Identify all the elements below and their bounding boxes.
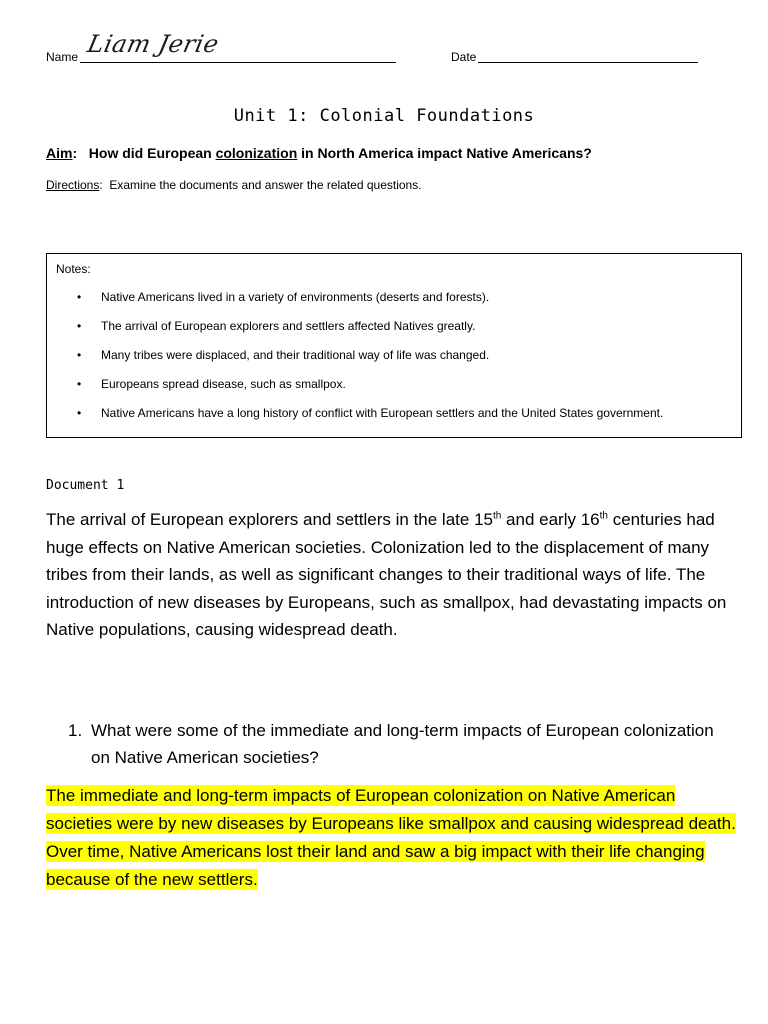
- document-heading: Document 1: [46, 478, 125, 493]
- superscript-ordinal: th: [599, 510, 608, 522]
- document-text-part: and early 16: [501, 510, 600, 529]
- aim-keyword: colonization: [215, 145, 298, 161]
- bullet-icon: •: [77, 290, 82, 304]
- note-item: [47, 377, 741, 406]
- date-field-line[interactable]: [478, 62, 698, 63]
- note-item: [47, 319, 741, 348]
- superscript-ordinal: th: [492, 510, 502, 522]
- directions-label: Directions: [46, 178, 100, 192]
- name-label: Name: [46, 50, 79, 64]
- aim-text-before: How did European: [88, 145, 212, 161]
- note-text: Native Americans lived in a variety of environments (deserts and forests).: [101, 290, 490, 304]
- note-text: Europeans spread disease, such as smallpox.: [101, 377, 346, 391]
- answer-text-highlighted[interactable]: The immediate and long-term impacts of European colonization on Native American societies were by new diseases by Europeans like smallpox and causing widespread death. Over time, Native Americans lost their land and saw a big impact with their life changing because of the new settlers.: [46, 786, 736, 889]
- header-row: [46, 30, 726, 74]
- bullet-icon: •: [77, 377, 82, 391]
- note-text: Native Americans have a long history of conflict with European settlers and the United States government.: [101, 406, 664, 420]
- question-number: 1.: [68, 721, 83, 740]
- answer-1[interactable]: [46, 782, 736, 894]
- bullet-icon: •: [77, 319, 82, 333]
- notes-list: [47, 290, 741, 435]
- note-item: [47, 406, 741, 435]
- directions-line: Directions: Examine the documents and answer the related questions.: [46, 178, 422, 192]
- aim-text-after: in North America impact Native Americans?: [301, 145, 592, 161]
- page-title: Unit 1: Colonial Foundations: [233, 106, 535, 126]
- name-field-line[interactable]: [80, 62, 396, 63]
- date-label: Date: [451, 50, 477, 64]
- note-item: [47, 290, 741, 319]
- bullet-icon: •: [77, 406, 82, 420]
- document-paragraph: [46, 506, 736, 644]
- notes-box: [46, 253, 742, 438]
- aim-line: Aim: How did European colonization in North America impact Native Americans?: [46, 145, 592, 161]
- notes-title: Notes:: [56, 262, 91, 276]
- note-text: Many tribes were displaced, and their traditional way of life was changed.: [101, 348, 490, 362]
- question-text: What were some of the immediate and long-term impacts of European colonization on Native American societies?: [91, 721, 714, 767]
- directions-text: Examine the documents and answer the related questions.: [109, 178, 422, 192]
- bullet-icon: •: [77, 348, 82, 362]
- document-text-part: centuries had huge effects on Native American societies. Colonization led to the displacement of many tribes from their lands, as well as significant changes to their traditional ways of life. The introduction of new diseases by Europeans, such as smallpox, had devastating impacts on Native populations, causing widespread death.: [46, 510, 727, 639]
- document-text-part: The arrival of European explorers and settlers in the late 15: [46, 510, 493, 529]
- note-text: The arrival of European explorers and settlers affected Natives greatly.: [101, 319, 476, 333]
- aim-label: Aim: [46, 145, 73, 161]
- name-signature: Liam Jerie: [85, 30, 222, 58]
- note-item: [47, 348, 741, 377]
